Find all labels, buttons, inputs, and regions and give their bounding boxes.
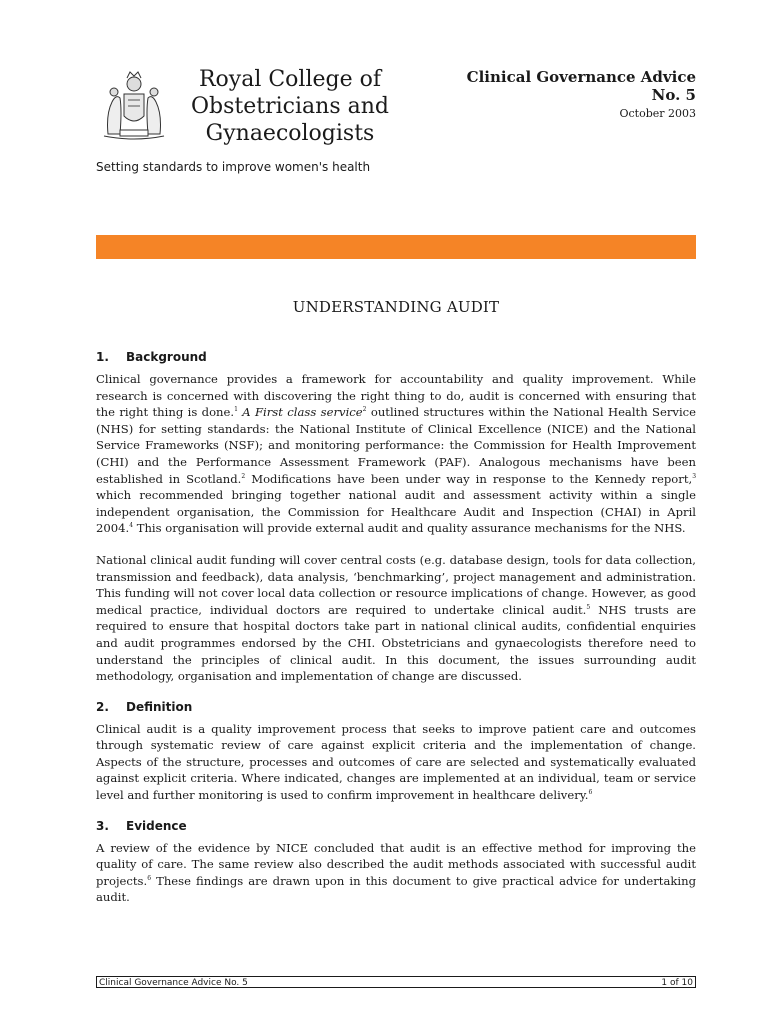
evidence-paragraph	[96, 840, 696, 906]
series-number: No. 5	[651, 86, 696, 104]
background-paragraph-2	[96, 552, 696, 685]
section-number: 3.	[96, 818, 109, 833]
cited-title: A First class service	[242, 405, 363, 420]
publication-date: October 2003	[619, 107, 696, 120]
tagline: Setting standards to improve women's health	[96, 160, 371, 174]
reference-marker: 2	[241, 472, 246, 480]
section-number: 1.	[96, 350, 109, 364]
org-name-line-2: Obstetricians and	[191, 94, 389, 119]
reference-marker: 6	[147, 874, 152, 882]
text-run: which recommended bringing together national audit and assessment activity within a single independent organisation, the Commission for Healthcare Audit and Inspection (CHAI) in April 2004.	[96, 488, 696, 536]
reference-marker: 1	[234, 406, 238, 414]
text-run: This organisation will provide external audit and quality assurance mechanisms for the NHS.	[133, 521, 686, 536]
page-title: UNDERSTANDING AUDIT	[292, 298, 500, 316]
definition-paragraph	[96, 721, 696, 804]
section-number: 2.	[96, 699, 109, 714]
page-number: 1 of 10	[661, 978, 693, 988]
reference-marker: 4	[129, 522, 134, 530]
text-run: A review of the evidence by NICE concluded that audit is an effective method for improving the quality of care. The same review also described the audit methods associated with successful audit projects.	[96, 840, 696, 888]
text-run: Clinical audit is a quality improvement process that seeks to improve patient care and outcomes through systematic review of care against explicit criteria and the implementation of change. Aspects of the structure, processes and outcomes of care are selected and systematically evaluated against explicit criteria. Where indicated, changes are implemented at an individual, team or service level and further monitoring is used to confirm improvement in healthcare delivery.	[96, 721, 696, 803]
document-body	[96, 350, 696, 921]
text-run: Clinical governance provides a framework for accountability and quality improvement. While research is concerned with discovering the right thing to do, audit is concerned with ensuring that the right thing is done.	[96, 372, 696, 420]
text-run: outlined structures within the National Health Service (NHS) for setting standards: the National Institute of Clinical Excellence (NICE) and the National Service Frameworks (NSF); and monitoring performance: the Commission for Health Improvement (CHI) and the Performance Assessment Framework (PAF). Analogous mechanisms have been established in Scotland.	[96, 405, 697, 486]
text-run: Modifications have been under way in response to the Kennedy report,	[245, 471, 693, 486]
page-footer	[96, 976, 696, 988]
text-run: NHS trusts are required to ensure that hospital doctors take part in national clinical audits, confidential enquiries and audit programmes endorsed by the CHI. Obstetricians and gynaecologists therefore need to understand the principles of clinical audit. In this document, the issues surrounding audit methodology, organisation and implementation of change are discussed.	[96, 602, 696, 684]
background-paragraph-1	[96, 371, 696, 537]
section-title: Definition	[126, 699, 193, 714]
reference-marker: 2	[362, 406, 367, 414]
accent-banner	[96, 235, 696, 259]
series-title: Clinical Governance Advice	[466, 68, 696, 86]
text-run: These findings are drawn upon in this document to give practical advice for undertaking audit.	[96, 873, 696, 905]
reference-marker: 6	[588, 789, 593, 797]
section-title: Evidence	[126, 818, 187, 833]
section-heading-definition	[96, 700, 696, 714]
reference-marker: 5	[586, 603, 591, 611]
document-series-block	[467, 68, 696, 123]
reference-marker: 3	[692, 472, 697, 480]
text-run: National clinical audit funding will cover central costs (e.g. database design, tools for data collection, transmission and feedback), data analysis, ‘benchmarking’, project management and administration. This funding will not cover local data collection or resource implications of change. However, as good medical practice, individual doctors are required to undertake clinical audit.	[96, 552, 696, 617]
section-heading-background	[96, 350, 696, 364]
section-title: Background	[126, 350, 207, 364]
organisation-name	[190, 66, 390, 147]
footer-document-name: Clinical Governance Advice No. 5	[99, 978, 248, 988]
coat-of-arms-icon	[94, 64, 174, 144]
section-heading-evidence	[96, 819, 696, 833]
org-name-line-1: Royal College of	[198, 67, 382, 92]
org-name-line-3: Gynaecologists	[205, 121, 375, 146]
